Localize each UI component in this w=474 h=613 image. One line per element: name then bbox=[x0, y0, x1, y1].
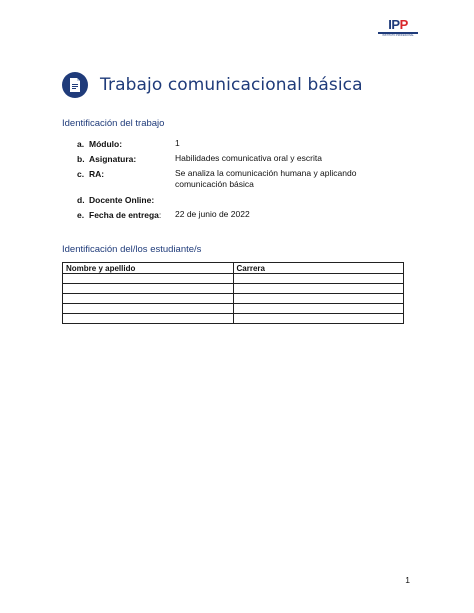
field-label: Docente Online: bbox=[89, 195, 155, 205]
field-label: RA: bbox=[89, 169, 105, 179]
field-letter: c. bbox=[77, 169, 85, 179]
table-row bbox=[63, 294, 404, 304]
table-cell[interactable] bbox=[63, 314, 234, 324]
logo-subtitle: INSTITUTO PROFESIONAL bbox=[382, 34, 414, 37]
table-row bbox=[63, 284, 404, 294]
table-cell[interactable] bbox=[233, 274, 404, 284]
work-field-list bbox=[77, 139, 397, 225]
field-letter: d. bbox=[77, 195, 85, 205]
field-row-ra bbox=[77, 169, 397, 190]
students-table bbox=[62, 262, 404, 324]
page-title: Trabajo comunicacional básica bbox=[100, 75, 363, 95]
table-cell[interactable] bbox=[233, 314, 404, 324]
field-letter: b. bbox=[77, 154, 85, 164]
student-identification-heading: Identificación del/los estudiante/s bbox=[62, 244, 202, 255]
field-colon: : bbox=[158, 210, 162, 220]
table-row bbox=[63, 314, 404, 324]
table-header-row bbox=[63, 263, 404, 274]
field-value: Se analiza la comunicación humana y aplicando comunicación básica bbox=[175, 168, 357, 189]
field-letter: e. bbox=[77, 210, 85, 220]
table-cell[interactable] bbox=[63, 294, 234, 304]
table-cell[interactable] bbox=[63, 304, 234, 314]
page-number: 1 bbox=[405, 575, 410, 585]
column-header-name: Nombre y apellido bbox=[63, 263, 234, 274]
field-label: Fecha de entrega bbox=[89, 210, 159, 220]
table-row bbox=[63, 274, 404, 284]
table-row bbox=[63, 304, 404, 314]
field-row-modulo bbox=[77, 139, 397, 149]
work-identification-heading: Identificación del trabajo bbox=[62, 118, 165, 129]
field-row-asignatura bbox=[77, 154, 397, 164]
logo-wordmark: IPP bbox=[388, 17, 408, 32]
document-icon bbox=[62, 72, 88, 98]
table-cell[interactable] bbox=[63, 274, 234, 284]
table-cell[interactable] bbox=[63, 284, 234, 294]
ipp-logo bbox=[378, 18, 418, 38]
field-letter: a. bbox=[77, 139, 85, 149]
title-row bbox=[62, 72, 363, 98]
table-cell[interactable] bbox=[233, 304, 404, 314]
field-label: Asignatura: bbox=[89, 154, 137, 164]
table-cell[interactable] bbox=[233, 294, 404, 304]
field-label: Módulo: bbox=[89, 139, 123, 149]
column-header-career: Carrera bbox=[233, 263, 404, 274]
table-cell[interactable] bbox=[233, 284, 404, 294]
field-value: 1 bbox=[175, 138, 180, 148]
field-row-docente bbox=[77, 195, 397, 205]
field-row-fecha bbox=[77, 210, 397, 220]
field-value: 22 de junio de 2022 bbox=[175, 209, 250, 219]
field-value: Habilidades comunicativa oral y escrita bbox=[175, 153, 322, 163]
